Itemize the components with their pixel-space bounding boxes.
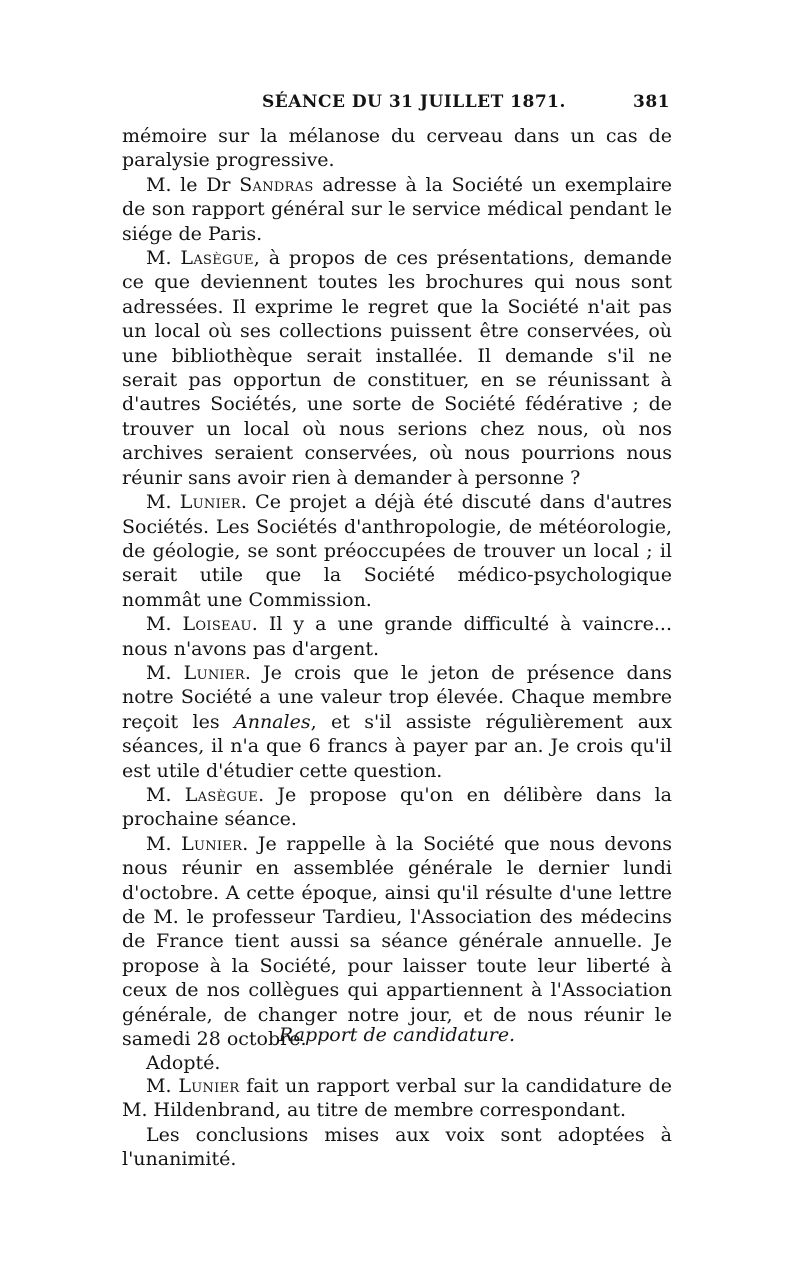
paragraph-text: . Je crois que le jeton de présence dans notre Société a une valeur trop élevée. Chaque membre reçoit les <box>122 661 672 733</box>
paragraph-sandras <box>122 173 672 246</box>
paragraph-conclusions <box>122 1123 672 1172</box>
paragraph-text: . Je propose qu'on en délibère dans la prochaine séance. <box>122 783 672 831</box>
speaker-prefix: M. <box>146 613 183 636</box>
paragraph-text: mémoire sur la mélanose du cerveau dans un cas de paralysie progressive. <box>122 125 672 172</box>
speaker-name: Loiseau <box>182 613 252 636</box>
paragraph-lunier-report <box>122 1074 672 1123</box>
paragraph-text: fait un rapport verbal sur la candidature de M. Hildenbrand, au titre de membre correspondant. <box>122 1075 672 1122</box>
paragraph-text: Les conclusions mises aux voix sont adoptées à l'unanimité. <box>122 1123 672 1171</box>
paragraph-continuation <box>122 124 672 173</box>
speaker-prefix: M. <box>146 247 181 270</box>
closing-text <box>122 1074 672 1172</box>
speaker-prefix: M. le Dr <box>146 173 240 196</box>
paragraph-lasegue-2 <box>122 783 672 832</box>
paragraph-text: adresse à la Société un exemplaire de son rapport général sur le service médical pendant le siége de Paris. <box>122 173 672 245</box>
speaker-name: Lasègue <box>180 247 254 270</box>
paragraph-lunier-2 <box>122 661 672 783</box>
paragraph-adopte <box>122 1051 672 1075</box>
running-header <box>122 92 670 116</box>
paragraph-text: . Je rappelle à la Société que nous devons nous réunir en assemblée générale le dernier lundi d'octobre. A cette époque, ainsi qu'il résulte d'une lettre de M. le professeur Tardieu, l'Association des médecins de France tient aussi sa séance générale annuelle. Je propose à la Société, pour laisser toute leur liberté à ceux de nos collègues qui appartiennent à l'Association générale, de changer notre jour, et de nous réunir le samedi 28 octobre. <box>122 832 672 1051</box>
speaker-name: Sandras <box>239 173 314 196</box>
speaker-name: Lunier <box>178 1075 240 1097</box>
speaker-prefix: M. <box>146 491 180 514</box>
speaker-name: Lunier <box>179 491 241 514</box>
paragraph-loiseau <box>122 612 672 661</box>
section-heading: Rapport de candidature. <box>278 1024 516 1046</box>
speaker-name: Lasègue <box>184 783 259 806</box>
paragraph-text: Adopté. <box>146 1052 221 1075</box>
speaker-prefix: M. <box>146 1075 179 1097</box>
speaker-name: Lunier <box>181 832 243 855</box>
paragraph-text: . Ce projet a déjà été discuté dans d'autres Sociétés. Les Sociétés d'anthropologie, de météorologie, de géologie, se sont préoccupées de trouver un local ; il serait utile que la Société médico-psychologique nommât une Commission. <box>122 491 672 611</box>
paragraph-text: , à propos de ces présentations, demande ce que deviennent toutes les brochures qui nous sont adressées. Il exprime le regret que la Société n'ait pas un local où ses collections puissent être conservées, où une bibliothèque serait installée. Il demande s'il ne serait pas opportun de constituer, en se réunissant à d'autres Sociétés, une sorte de Société fédérative ; de trouver un local où nous serions chez nous, où nos archives seraient conservées, où nous pourrions nous réunir sans avoir rien à demander à personne ? <box>122 247 672 489</box>
paragraph-text: . Il y a une grande difficulté à vaincre... nous n'avons pas d'argent. <box>122 613 672 660</box>
paragraph-lunier-1 <box>122 490 672 612</box>
speaker-prefix: M. <box>146 783 185 806</box>
header-title: SÉANCE DU 31 JUILLET 1871. <box>262 92 566 112</box>
body-text <box>122 124 672 1076</box>
paragraph-lasegue-1 <box>122 246 672 490</box>
paragraph-text: , et s'il assiste régulièrement aux séances, il n'a que 6 francs à payer par an. Je crois qu'il est utile d'étudier cette question. <box>122 710 672 782</box>
paragraph-lunier-3 <box>122 832 672 1052</box>
speaker-prefix: M. <box>146 661 184 684</box>
page-number: 381 <box>633 92 670 112</box>
journal-title: Annales <box>233 710 311 733</box>
speaker-prefix: M. <box>146 832 182 855</box>
speaker-name: Lunier <box>183 661 245 684</box>
